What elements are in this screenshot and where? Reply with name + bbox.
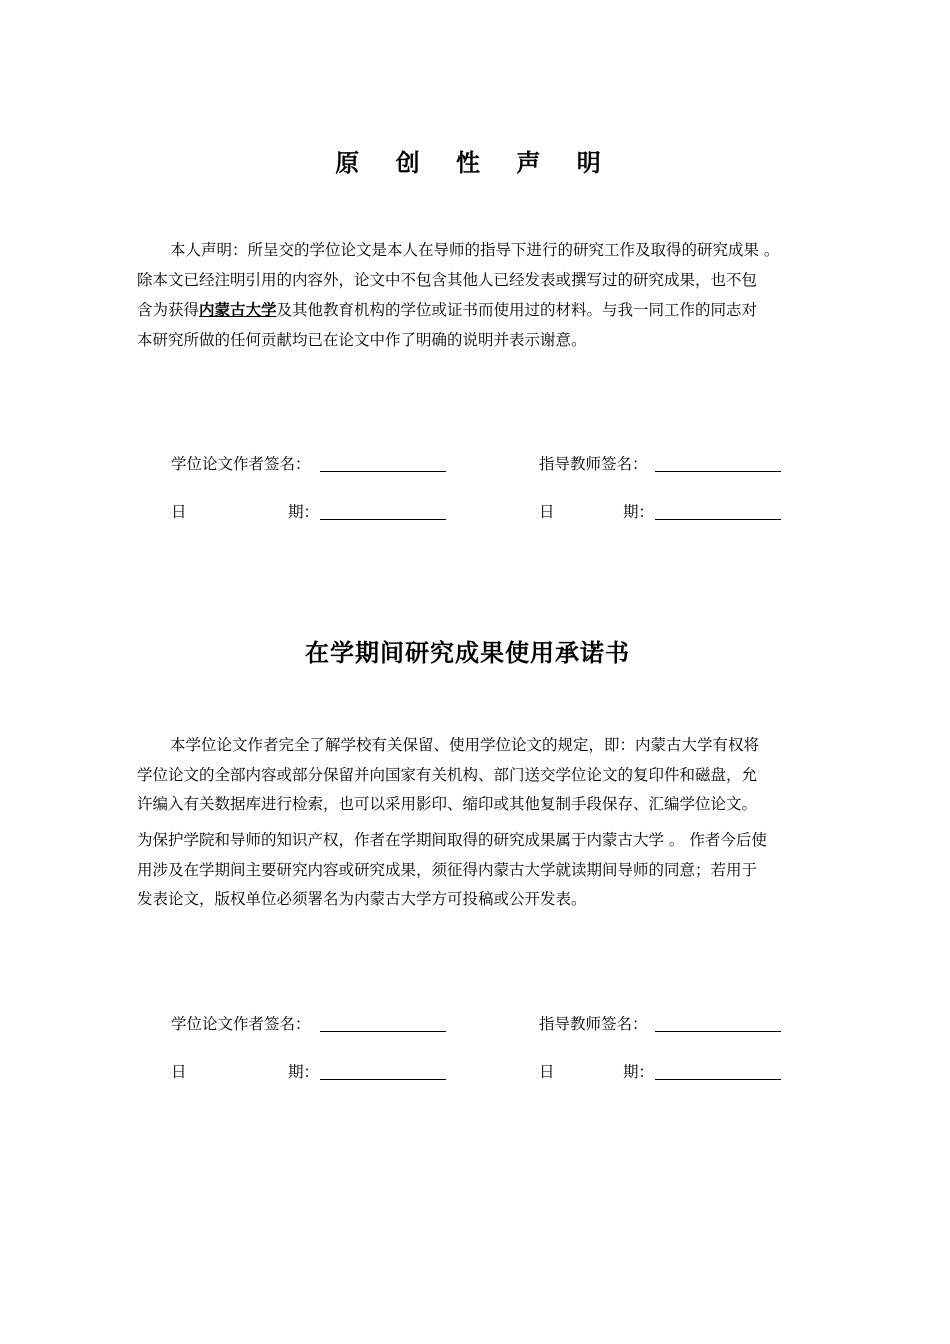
author-date-field[interactable] [320, 519, 446, 520]
text-segment: 及其他教育机构的学位或证书而使用过的材料。与我一同工作的同志对 [276, 301, 758, 319]
paragraph-line: 许编入有关数据库进行检索，也可以采用影印、缩印或其他复制手段保存、汇编学位论文。 [137, 795, 758, 813]
commitment-title: 在学期间研究成果使用承诺书 [305, 639, 630, 667]
advisor-signature-label: 指导教师签名： [539, 455, 648, 473]
author-date-label-2: 期： [288, 503, 320, 521]
advisor-date-label-1: 日 [539, 503, 555, 521]
author-signature-label: 学位论文作者签名： [171, 455, 311, 473]
advisor-signature-field[interactable] [655, 1031, 781, 1032]
author-date-label-2: 期： [288, 1063, 320, 1081]
paragraph-line: 除本文已经注明引用的内容外，论文中不包含其他人已经发表或撰写过的研究成果，也不包 [137, 270, 758, 289]
paragraph-line: 用涉及在学期间主要研究内容或研究成果，须征得内蒙古大学就读期间导师的同意；若用于 [137, 860, 758, 879]
paragraph-line [137, 295, 817, 326]
text-segment: 含为获得 [137, 301, 200, 319]
commitment-paragraph-2 [137, 826, 817, 915]
advisor-date-label-2: 期： [623, 503, 655, 521]
advisor-signature-field[interactable] [655, 471, 781, 472]
paragraph-line: 本人声明：所呈交的学位论文是本人在导师的指导下进行的研究工作及取得的研究成果 。 [170, 241, 780, 259]
advisor-date-label-2: 期： [623, 1063, 655, 1081]
originality-paragraph [137, 236, 817, 355]
advisor-date-label-1: 日 [539, 1063, 555, 1081]
author-signature-field[interactable] [320, 1031, 446, 1032]
paragraph-line: 本研究所做的任何贡献均已在论文中作了明确的说明并表示谢意。 [137, 330, 587, 349]
commitment-paragraph-1 [137, 731, 817, 820]
advisor-date-field[interactable] [655, 519, 781, 520]
paragraph-line: 本学位论文作者完全了解学校有关保留、使用学位论文的规定，即：内蒙古大学有权将 [170, 736, 760, 754]
author-date-label-1: 日 [171, 1063, 187, 1081]
paragraph-line: 为保护学院和导师的知识产权，作者在学期间取得的研究成果属于内蒙古大学 。 作者今后使 [137, 831, 767, 849]
author-date-field[interactable] [320, 1079, 446, 1080]
advisor-date-field[interactable] [655, 1079, 781, 1080]
university-name: 内蒙古大学 [199, 300, 277, 319]
originality-title: 原 创 性 声 明 [335, 149, 615, 177]
paragraph-line: 发表论文，版权单位必须署名为内蒙古大学方可投稿或公开发表。 [137, 890, 587, 908]
author-date-label-1: 日 [171, 503, 187, 521]
advisor-signature-label: 指导教师签名： [539, 1015, 648, 1033]
paragraph-line: 学位论文的全部内容或部分保留并向国家有关机构、部门送交学位论文的复印件和磁盘，允 [137, 765, 758, 784]
author-signature-field[interactable] [320, 471, 446, 472]
author-signature-label: 学位论文作者签名： [171, 1015, 311, 1033]
